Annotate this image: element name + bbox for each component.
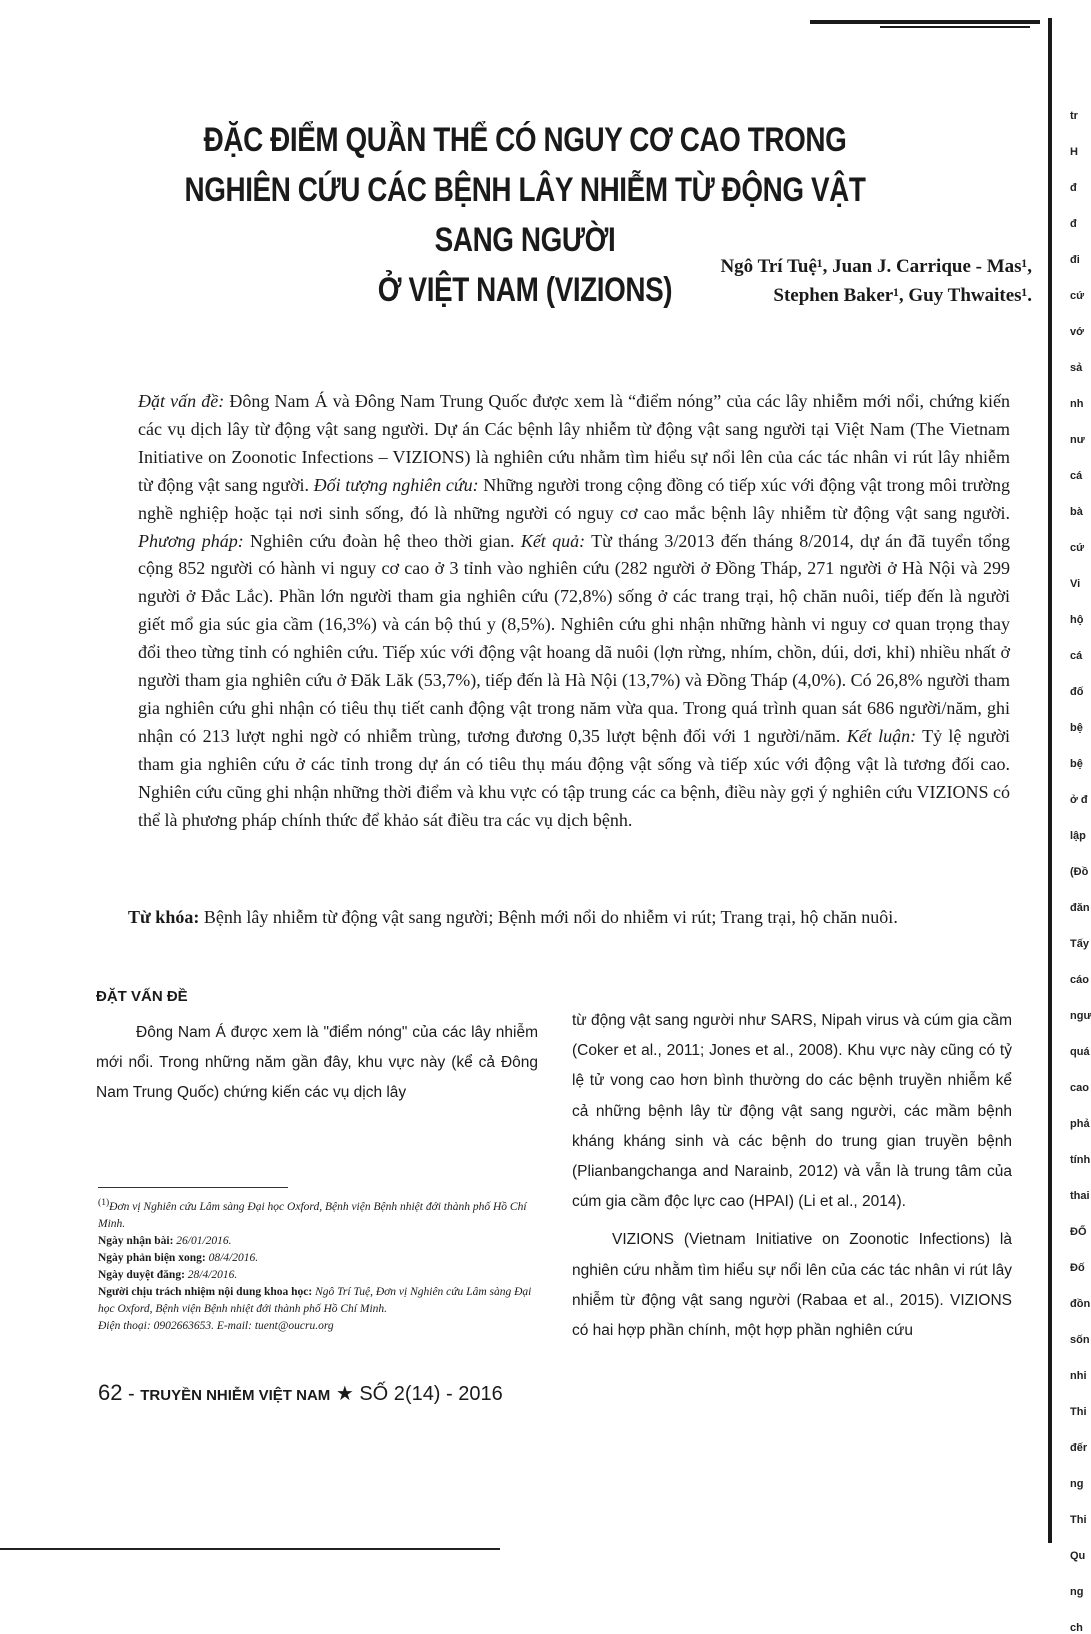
footnote-contact — [98, 1318, 543, 1335]
bleed-fragment: phả — [1070, 1118, 1090, 1130]
title-line-3: Ở VIỆT NAM (VIZIONS) — [377, 271, 673, 309]
bleed-fragment: ng — [1070, 1586, 1084, 1598]
page-footer — [98, 1380, 503, 1406]
footnote-responsible — [98, 1284, 543, 1318]
footer-separator: - — [122, 1383, 141, 1405]
accepted-label: Ngày duyệt đăng: — [98, 1268, 185, 1281]
right-column — [572, 1006, 1012, 1354]
contact-text: Điện thoại: 0902663653. E-mail: tuent@oucru.org — [98, 1319, 334, 1332]
received-label: Ngày nhận bài: — [98, 1234, 174, 1247]
bleed-fragment: cứ — [1070, 542, 1085, 554]
abstract-conclusion: Tỷ lệ người tham gia nghiên cứu ở các tỉnh trong dự án có tiêu thụ máu động vật sống và tiếp xúc với động vật là tương đối cao. Nghiên cứu cũng ghi nhận những thời điểm và khu vực có tập trung các ca bệnh, điều này gợi ý nghiên cứu VIZIONS có thể là phương pháp chính thức để khảo sát điều tra các vụ dịch bệnh. — [138, 725, 1011, 830]
footnote-received — [98, 1233, 543, 1250]
gutter-bar — [1048, 18, 1052, 1543]
abstract-subjects: Những người trong cộng đồng có tiếp xúc với động vật trong môi trường nghề nghiệp hoặc tại nơi sinh sống, đó là những người có nguy cơ cao mắc bệnh lây nhiễm từ động vật sang người. — [138, 474, 1010, 523]
bleed-fragment: Đố — [1070, 1262, 1085, 1274]
bleed-fragment: tính — [1070, 1154, 1091, 1166]
author-list — [720, 252, 1032, 310]
authors-line-1: Ngô Trí Tuệ¹, Juan J. Carrique - Mas¹, — [720, 256, 1032, 277]
footnote-affiliation — [98, 1194, 543, 1233]
abstract-results: Từ tháng 3/2013 đến tháng 8/2014, dự án đã tuyển tổng cộng 852 người có hành vi nguy cơ cao ở 3 tỉnh vào nghiên cứu (282 người ở Đồng Tháp, 271 người ở Hà Nội và 299 người ở Đắc Lắc). Phần lớn người tham gia nghiên cứu (72,8%) sống ở các trang trại, hộ chăn nuôi, tiếp đến là người giết mổ gia súc gia cầm (16,3%) và cán bộ thú y (8,5%). Nghiên cứu ghi nhận những hành vi nguy cơ quan trọng thay đổi theo từng tỉnh có nghiên cứu. Tiếp xúc với động vật hoang dã nuôi (lợn rừng, nhím, chồn, dúi, dơi, khỉ) nhiều nhất ở người tham gia nghiên cứu ở Đăk Lăk (53,7%), tiếp đến là Hà Nội (13,7%) và Đồng Tháp (4,0%). Có 26,8% người tham gia nghiên cứu ghi nhận có tiêu thụ tiết canh động vật trong năm vừa qua. Trong quá trình quan sát 686 người/năm, ghi nhận có 213 lượt nghi ngờ có nhiễm trùng, tương đương 0,35 lượt bệnh đối với 1 người/năm. — [138, 530, 1010, 746]
abstract-label-background: Đặt vấn đề: — [138, 391, 225, 411]
footnote-rule — [98, 1187, 288, 1188]
reviewed-label: Ngày phản biện xong: — [98, 1251, 206, 1264]
responsible-label: Người chịu trách nhiệm nội dung khoa học: — [98, 1285, 313, 1298]
issue-number: SỐ 2(14) - 2016 — [359, 1383, 503, 1405]
bleed-fragment: Thi — [1070, 1514, 1087, 1526]
abstract-label-methods: Phương pháp: — [138, 530, 244, 551]
abstract-methods: Nghiên cứu đoàn hệ theo thời gian. — [243, 530, 521, 551]
bleed-fragment: đ — [1070, 182, 1077, 194]
bleed-fragment: lập — [1070, 830, 1086, 842]
footnote-reviewed — [98, 1250, 543, 1267]
bleed-fragment: Vi — [1070, 578, 1081, 590]
bleed-fragment: cáo — [1070, 974, 1089, 986]
section-heading: ĐẶT VẤN ĐỀ — [96, 988, 188, 1005]
authors-line-2: Stephen Baker¹, Guy Thwaites¹. — [773, 285, 1032, 306]
bleed-fragment: Qu — [1070, 1550, 1086, 1562]
accepted-date: 28/4/2016. — [184, 1268, 238, 1281]
bleed-fragment: ch — [1070, 1622, 1083, 1634]
bleed-fragment: cứ — [1070, 290, 1085, 302]
bleed-fragment: đăn — [1070, 902, 1090, 914]
bleed-fragment: quá — [1070, 1046, 1090, 1058]
bleed-fragment: đi — [1070, 254, 1080, 266]
abstract-background: Đông Nam Á và Đông Nam Trung Quốc được xem là “điểm nóng” của các lây nhiễm mới nổi, chứng kiến các vụ dịch lây từ động vật sang người. Dự án Các bệnh lây nhiễm từ động vật sang người tại Việt Nam (The Vietnam Initiative on Zoonotic Infections – VIZIONS) là nghiên cứu nhằm tìm hiểu sự nổi lên của các tác nhân vi rút lây nhiễm từ động vật sang người. — [138, 391, 1010, 495]
abstract-label-subjects: Đối tượng nghiên cứu: — [313, 474, 479, 495]
bleed-fragment: cá — [1070, 650, 1083, 662]
keywords — [128, 904, 1008, 931]
bleed-fragment: sả — [1070, 362, 1083, 374]
bottom-rule — [0, 1548, 500, 1550]
keywords-label: Từ khóa: — [128, 907, 200, 927]
star-icon: ★ — [330, 1383, 360, 1405]
footnotes — [98, 1194, 543, 1335]
adjacent-page-bleed — [1062, 110, 1091, 1634]
page-number: 62 — [98, 1380, 123, 1405]
top-rule-thin — [880, 26, 1030, 28]
footnote-accepted — [98, 1267, 543, 1284]
bleed-fragment: bệ — [1070, 722, 1083, 734]
abstract — [138, 388, 1010, 835]
bleed-fragment: bệ — [1070, 758, 1083, 770]
bleed-fragment: ĐỐ — [1070, 1226, 1087, 1238]
bleed-fragment: ng — [1070, 1478, 1084, 1490]
bleed-fragment: ngư — [1070, 1010, 1091, 1022]
bleed-fragment: đồn — [1070, 1298, 1091, 1310]
right-column-paragraph-2: VIZIONS (Vietnam Initiative on Zoonotic Infections) là nghiên cứu nhằm tìm hiểu sự nổi lên của các tác nhân vi rút lây nhiễm từ động vật sang người (Rabaa et al., 2015). VIZIONS có hai hợp phần chính, một hợp phần nghiên cứu — [572, 1231, 1012, 1340]
top-rule — [810, 20, 1040, 24]
keywords-text: Bệnh lây nhiễm từ động vật sang người; Bệnh mới nổi do nhiễm vi rút; Trang trại, hộ chăn nuôi. — [199, 907, 898, 927]
bleed-fragment: đ — [1070, 218, 1077, 230]
bleed-fragment: (Đồ — [1070, 866, 1089, 878]
bleed-fragment: Tấy — [1070, 938, 1089, 950]
bleed-fragment: đố — [1070, 686, 1084, 698]
title-line-2: NGHIÊN CỨU CÁC BỆNH LÂY NHIỄM TỪ ĐỘNG VẬT SANG NGƯỜI — [184, 171, 866, 259]
abstract-label-results: Kết quả: — [520, 530, 586, 551]
bleed-fragment: bà — [1070, 506, 1083, 518]
right-column-paragraph-1: từ động vật sang người như SARS, Nipah virus và cúm gia cầm (Coker et al., 2011; Jones et al., 2008). Khu vực này cũng có tỷ lệ tử vong cao hơn bình thường do các bệnh truyền nhiễm kể cả những bệnh lây từ động vật sang người, các mầm bệnh kháng kháng sinh và các bệnh do trung gian truyền bệnh (Plianbangchanga and Narainb, 2012) và vẫn là trung tâm của cúm gia cầm độc lực cao (HPAI) (Li et al., 2014). — [572, 1012, 1012, 1211]
received-date: 26/01/2016. — [173, 1234, 232, 1247]
responsible-text: Ngô Trí Tuệ, Đơn vị Nghiên cứu Lâm sàng Đại học Oxford, Bệnh viện Bệnh nhiệt đới thành phố Hồ Chí Minh. — [98, 1285, 532, 1315]
bleed-fragment: ở đ — [1070, 794, 1088, 806]
affiliation-mark: (1) — [98, 1197, 110, 1208]
bleed-fragment: nhi — [1070, 1370, 1087, 1382]
bleed-fragment: vớ — [1070, 326, 1084, 338]
bleed-fragment: Thi — [1070, 1406, 1087, 1418]
bleed-fragment: nh — [1070, 398, 1084, 410]
journal-name: TRUYỀN NHIỄM VIỆT NAM — [140, 1387, 331, 1404]
reviewed-date: 08/4/2016. — [205, 1251, 259, 1264]
bleed-fragment: nư — [1070, 434, 1085, 446]
abstract-label-conclusion: Kết luận: — [846, 725, 917, 746]
bleed-fragment: cao — [1070, 1082, 1089, 1094]
title-line-1: ĐẶC ĐIỂM QUẦN THỂ CÓ NGUY CƠ CAO TRONG — [203, 121, 847, 159]
left-column-paragraph: Đông Nam Á được xem là "điểm nóng" của các lây nhiễm mới nổi. Trong những năm gần đây, khu vực này (kể cả Đông Nam Trung Quốc) chứng kiến các vụ dịch lây — [96, 1024, 538, 1101]
bleed-fragment: tr — [1070, 110, 1078, 122]
affiliation-text: Đơn vị Nghiên cứu Lâm sàng Đại học Oxford, Bệnh viện Bệnh nhiệt đới thành phố Hồ Chí Minh. — [98, 1200, 527, 1230]
bleed-fragment: đếr — [1070, 1442, 1088, 1454]
bleed-fragment: sốn — [1070, 1334, 1090, 1346]
bleed-fragment: thai — [1070, 1190, 1090, 1202]
bleed-fragment: cá — [1070, 470, 1083, 482]
bleed-fragment: hộ — [1070, 614, 1084, 626]
bleed-fragment: H — [1070, 146, 1078, 158]
